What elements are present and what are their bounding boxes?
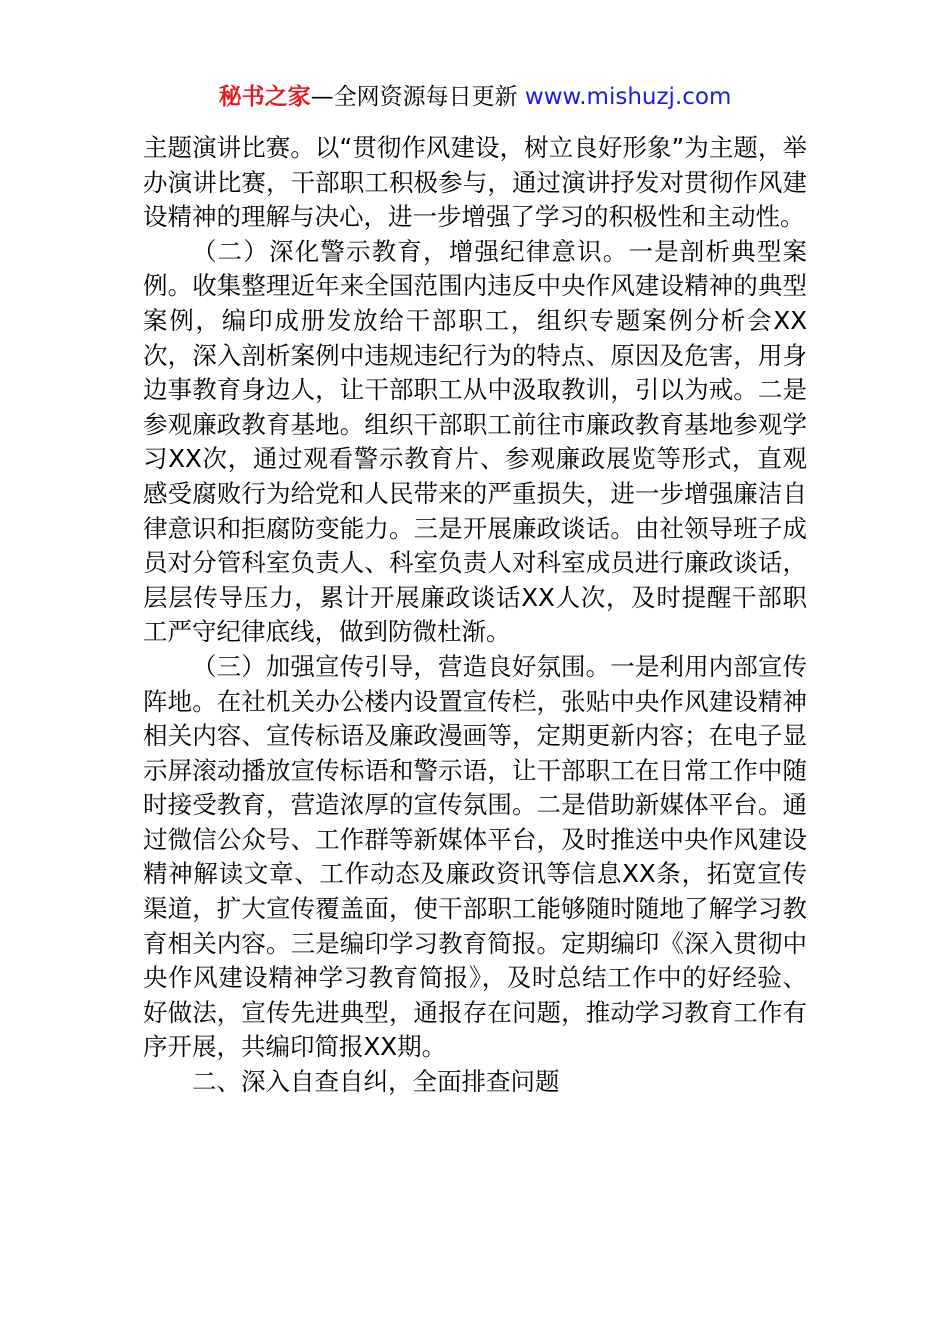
paragraph-warning-education: （二）深化警示教育，增强纪律意识。一是剖析典型案例。收集整理近年来全国范围内违反中央作风建设精神的典型案例，编印成册发放给干部职工，组织专题案例分析会XX次，深入剖析案例中违规违纪行为的特点、原因及危害，用身边事教育身边人，让干部职工从中汲取教训，引以为戒。二是参观廉政教育基地。组织干部职工前往市廉政教育基地参观学习XX次，通过观看警示教育片、参观廉政展览等形式，直观感受腐败行为给党和人民带来的严重损失，进一步增强廉洁自律意识和拒腐防变能力。三是开展廉政谈话。由社领导班子成员对分管科室负责人、科室负责人对科室成员进行廉政谈话，层层传导压力，累计开展廉政谈话XX人次，及时提醒干部职工严守纪律底线，做到防微杜渐。 [143, 236, 807, 647]
site-header [0, 80, 950, 114]
paragraph-continuation: 主题演讲比赛。以“贯彻作风建设，树立良好形象”为主题，举办演讲比赛，干部职工积极参与，通过演讲抒发对贯彻作风建设精神的理解与决心，进一步增强了学习的积极性和主动性。 [143, 133, 807, 232]
site-url: www.mishuzj.com [524, 84, 732, 110]
site-tagline: —全网资源每日更新 [310, 84, 525, 110]
section-heading: 二、深入自查自纠，全面排查问题 [192, 1067, 560, 1097]
site-brand: 秘书之家 [218, 84, 311, 110]
paragraph-publicity-guidance: （三）加强宣传引导，营造良好氛围。一是利用内部宣传阵地。在社机关办公楼内设置宣传栏，张贴中央作风建设精神相关内容、宣传标语及廉政漫画等，定期更新内容；在电子显示屏滚动播放宣传标语和警示语，让干部职工在日常工作中随时接受教育，营造浓厚的宣传氛围。二是借助新媒体平台。通过微信公众号、工作群等新媒体平台，及时推送中央作风建设精神解读文章、工作动态及廉政资讯等信息XX条，拓宽宣传渠道，扩大宣传覆盖面，使干部职工能够随时随地了解学习教育相关内容。三是编印学习教育简报。定期编印《深入贯彻中央作风建设精神学习教育简报》，及时总结工作中的好经验、好做法，宣传先进典型，通报存在问题，推动学习教育工作有序开展，共编印简报XX期。 [143, 651, 807, 1062]
document-body [143, 131, 807, 1100]
